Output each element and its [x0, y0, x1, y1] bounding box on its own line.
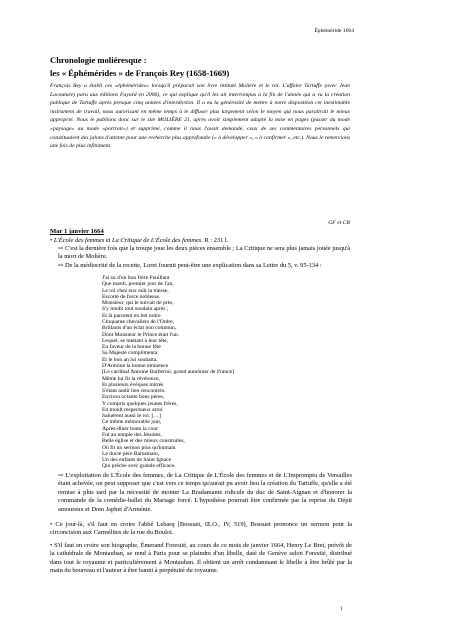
paragraph-le-bret: • S'il faut en croire son biographe, Émerand Forestié, au cours de ce mois de janvier 1664, Henry Le Bret, prévôt de la cathédrale de Montauban, se rend à Paris pour se plaindre d'un libelle, daté de Genève selon Forestié, distribué dans tout le royaume et particulièrement à Montauban. Il obtient un arrêt condamnant le libelle à être brûlé par la main du bourreau et l'auteur à être banni à perpétuité du royaume. — [50, 542, 352, 575]
poem-line: Environ octante bons pères, — [102, 394, 165, 401]
intro-signature: GF et CB — [328, 220, 350, 226]
title-line-2: les « Éphémérides » de François Rey (1658-1669) — [50, 67, 230, 78]
running-head: Éphéméride 1664 — [314, 28, 354, 34]
poem-line: Fut au temple des Jésuites, — [102, 432, 162, 439]
receipt-text: . R : 231 l. — [201, 237, 229, 244]
poem-line: Y compris quelques jeunes frères, — [102, 400, 178, 407]
play-title-critique: La Critique de L'École des femmes — [112, 237, 202, 244]
poem-line: Belle église et des mieux construites, — [102, 438, 185, 445]
title-line-1: Chronologie moliéresque : — [50, 55, 147, 65]
document-title — [50, 54, 229, 79]
poem-line: Escorté de force noblesse. — [102, 293, 161, 300]
paragraph-exploitation: ⇨ L'exploitation de L'École des femmes, de La Critique de L'École des femmes et de L'Impromptu de Versailles étant achevée, on peut supposer que c'est vers ce temps qu'aurait pu avoir lieu la création du Tartuffe, qu'elle a été remise à plus tard par la nécessité de monter La Bradamante ridicule du duc de Saint-Aignan et d'honorer la commande de la comédie-ballet du Mariage forcé. L'hypothèse pourrait être confirmée par la reprise du Dépit amoureux et Dom Japhet d'Arménie. — [58, 472, 352, 513]
sub-note-last-time: ⇨ C'est la dernière fois que la troupe joue les deux pièces ensemble ; La Critique ne sera plus jamais jouée jusqu'à la mort de Molière. — [58, 245, 351, 261]
poem-line: Sa Majesté complimenta — [102, 350, 158, 357]
sub-note-loret: ⇨ De la médiocrité de la recette, Loret fournit peut-être une explication dans sa Lettre du 5, v. 95-134 : — [58, 262, 322, 269]
poem-line: Dont Monsieur le Prince était l'un. — [102, 331, 180, 338]
poem-line: En faveur de la bonne fête — [102, 344, 161, 351]
poem-line: D'Antoine la bonne éminence — [102, 362, 169, 369]
poem-line: S'étant audit lieu rencontrés. — [102, 388, 166, 395]
poem-line: Et plusieurs évêques mitrés — [102, 381, 164, 388]
loret-poem — [102, 275, 234, 470]
play-title-ecole: L'École des femmes — [53, 237, 105, 244]
poem-line: J'ai su d'un bon frère Feuillant — [102, 275, 170, 281]
poem-line: Et là parurent en bel ordre — [102, 312, 161, 319]
poem-line: Cinquante chevaliers de l'Ordre, — [102, 318, 175, 325]
poem-line: [Le cardinal Antoine Barberini, grand aumônier de France] — [102, 369, 235, 376]
paragraph-bossuet: • Ce jour-là, s'il faut en croire l'abbé Lebarq [Bossuet, Œ.O., IV, 519], Bossuet prononce un sermon pour la circoncision aux Carmélites de la rue du Bouloi. — [50, 521, 352, 537]
poem-line: Le docte père Barsamain, — [102, 450, 160, 457]
page-number: 1 — [340, 606, 343, 612]
entry-date-heading: Mar 1 janvier 1664 — [50, 228, 104, 235]
poem-line: Après-dîner toute la cour — [102, 425, 159, 432]
poem-line: Où fit un sermon plus qu'humain — [102, 444, 176, 451]
poem-line: Que mardi, premier jour de l'an, — [102, 281, 174, 288]
poem-line: Brillants d'un éclat non commun, — [102, 325, 177, 332]
poem-line: Monsieur, qui le suivait de près, — [102, 300, 174, 307]
poem-line: Le roi chez eux ouït la messe, — [102, 287, 169, 294]
poem-line: Qui prêche avec grande efficace. — [102, 463, 176, 470]
poem-line: S'y rendit tout soudain après ; — [102, 306, 169, 313]
poem-line: Saluèrent aussi le roi. […] — [102, 413, 161, 420]
poem-line: Lequel, se mettant à leur tête, — [102, 337, 169, 344]
poem-line: En moult respectueux arroi — [102, 406, 163, 413]
bullet-mark: • — [50, 237, 53, 244]
intro-paragraph: François Rey a établi ces «éphémérides» lorsqu'il préparait son livre intitulé Molière et le roi. L'affaire Tartuffe (avec Jean Lacouture) paru aux éditions Fayard en 2006), ce qui explique qu'il les ait interrompus à la fin de l'année qui a vu la création publique de Tartuffe après presque cinq années d'interdiction. Il a eu la générosité de mettre à notre disposition cet inestimable instrument de travail, nous autorisant en même temps à le diffuser plus largement selon le moyen qui nous paraîtrait le mieux approprié. Nous le publions donc sur le site MOLIÈRE 21, après avoir simplement adapté la mise en pages (passer du mode «paysage» au mode «portrait») et supprimé, comme il nous l'avait demandé, ceux de ses commentaires personnels qui constituaient des jalons d'attente pour une recherche plus approfondie (« à développer », « à confirmer », etc.). Nous le remercions une fois de plus infiniment. — [50, 83, 350, 150]
poem-line: Un des enfants de Saint Ignace — [102, 457, 172, 464]
poem-line: Et le bon an lui souhaita. — [102, 356, 158, 363]
poem-line: Même lui fit la révérence, — [102, 375, 160, 382]
poem-line: Ce même mémorable jour, — [102, 419, 162, 426]
text-and: et — [104, 237, 113, 244]
